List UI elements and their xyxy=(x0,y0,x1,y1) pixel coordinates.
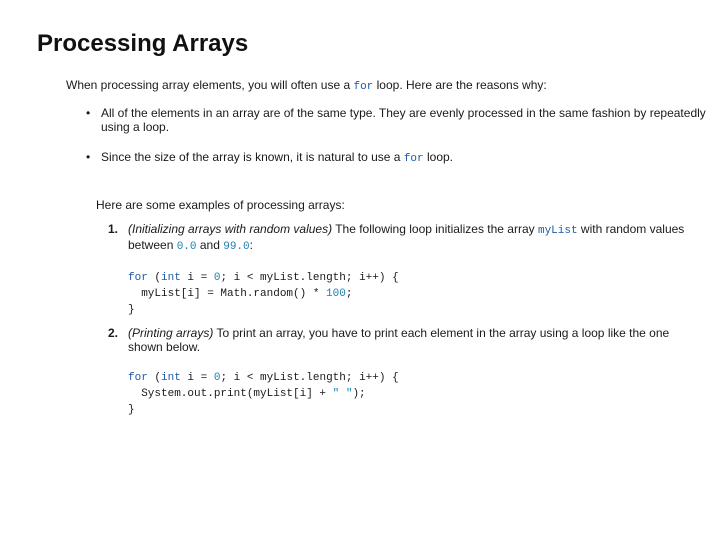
code-text: ; i < myList.length; i++) { xyxy=(220,272,399,284)
example-title: (Initializing arrays with random values) xyxy=(128,222,333,236)
code-keyword: for xyxy=(128,372,148,384)
examples-list xyxy=(66,222,706,418)
code-line xyxy=(128,272,399,284)
code-block xyxy=(128,270,706,318)
code-text: ( xyxy=(147,272,162,284)
code-number: 0 xyxy=(213,372,221,384)
code-line: } xyxy=(128,304,135,316)
slide-content xyxy=(66,78,706,426)
examples-intro: Here are some examples of processing arrays: xyxy=(96,198,345,212)
example-text: : xyxy=(249,238,253,252)
reason-keyword: for xyxy=(403,153,424,165)
example-text: and xyxy=(196,238,224,252)
code-text: myList[i] = Math.random() * xyxy=(128,288,327,300)
inline-code: 99.0 xyxy=(223,241,250,253)
example-description xyxy=(128,326,706,354)
reason-text-before: Since the size of the array is known, it is natural to use a xyxy=(101,150,404,164)
code-text: ; xyxy=(345,288,353,300)
code-line xyxy=(128,388,366,400)
intro-paragraph xyxy=(66,78,706,94)
reason-item xyxy=(86,150,706,166)
code-keyword: for xyxy=(128,272,148,284)
code-text: ( xyxy=(147,372,162,384)
inline-code: 0.0 xyxy=(176,241,197,253)
intro-text-after: loop. Here are the reasons why: xyxy=(373,78,547,92)
code-line: } xyxy=(128,404,135,416)
example-item xyxy=(108,326,706,418)
code-text: i = xyxy=(180,272,214,284)
example-description xyxy=(128,222,706,254)
bullet-icon: • xyxy=(86,106,91,120)
reason-item xyxy=(86,106,706,134)
reason-text-after: loop. xyxy=(423,150,453,164)
page-title: Processing Arrays xyxy=(37,30,249,57)
example-number: 2. xyxy=(108,326,119,340)
intro-text-before: When processing array elements, you will often use a xyxy=(66,78,354,92)
bullet-icon: • xyxy=(86,150,91,164)
code-line xyxy=(128,372,399,384)
code-number: 0 xyxy=(213,272,221,284)
code-text: ); xyxy=(352,388,366,400)
code-keyword: int xyxy=(161,272,181,284)
code-text: i = xyxy=(180,372,214,384)
intro-keyword: for xyxy=(353,81,374,93)
code-string: " " xyxy=(332,388,353,400)
code-line xyxy=(128,288,352,300)
code-block xyxy=(128,370,706,418)
example-text: The following loop initializes the array xyxy=(332,222,538,236)
code-keyword: int xyxy=(161,372,181,384)
example-text: To print an array, you have to print each element in the array using a loop like the one shown below. xyxy=(128,326,670,354)
inline-code: myList xyxy=(537,225,578,237)
code-text: System.out.print(myList[i] + xyxy=(128,388,333,400)
reasons-list xyxy=(66,106,706,166)
example-item xyxy=(108,222,706,318)
reason-text: All of the elements in an array are of the same type. They are evenly processed in the same fashion by repeatedly using a loop. xyxy=(101,106,706,134)
example-number: 1. xyxy=(108,222,119,236)
example-title: (Printing arrays) xyxy=(128,326,214,340)
code-text: ; i < myList.length; i++) { xyxy=(220,372,399,384)
example-text: with random values between xyxy=(128,222,685,252)
code-number: 100 xyxy=(326,288,346,300)
